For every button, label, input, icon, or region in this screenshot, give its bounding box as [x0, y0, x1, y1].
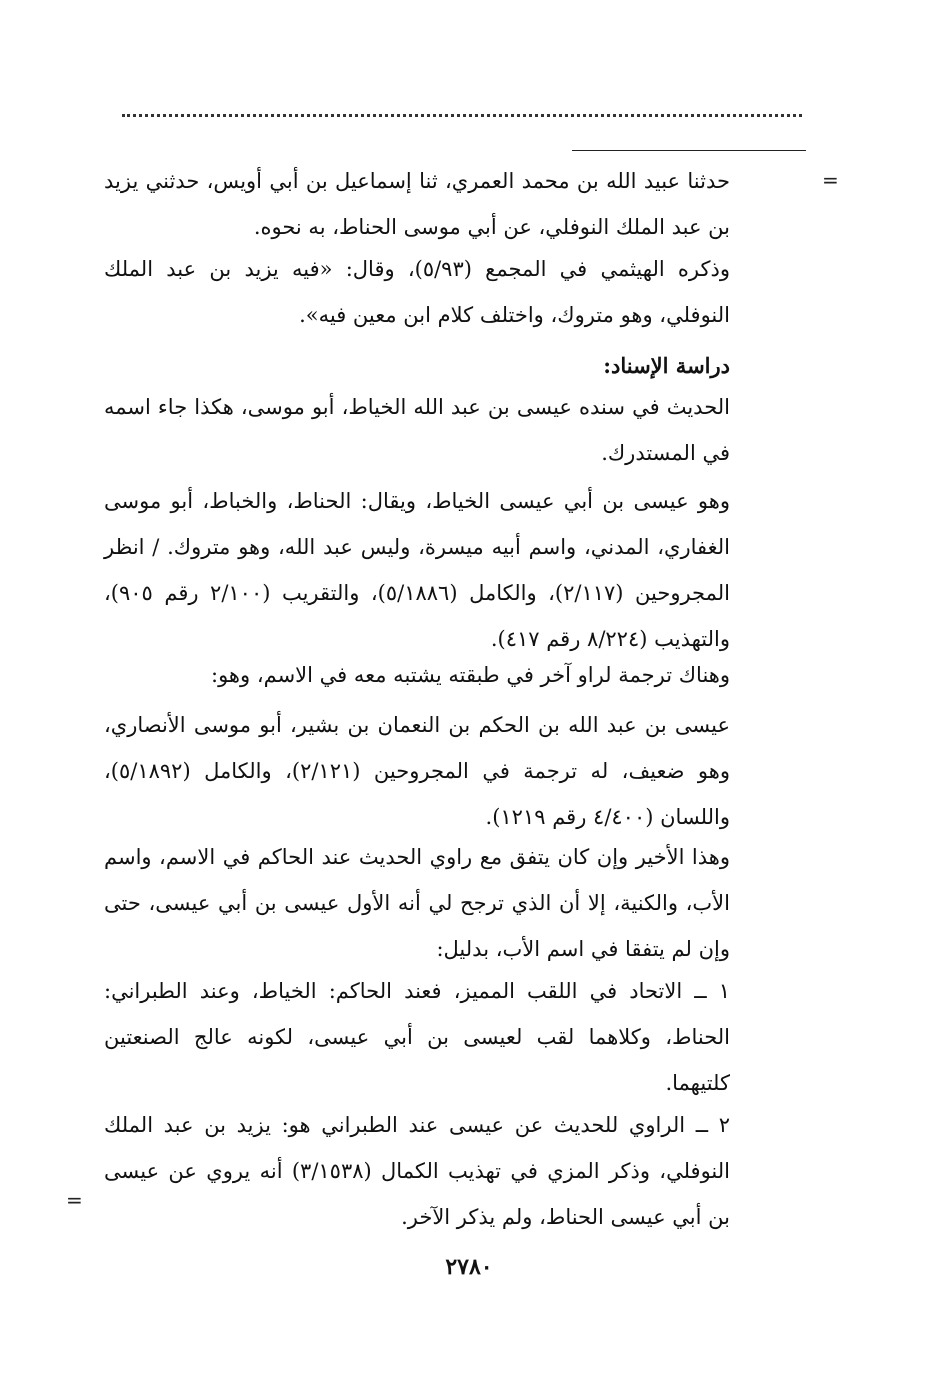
- section-list-item-2: ٢ ــ الراوي للحديث عن عيسى عند الطبراني هو: يزيد بن عبد الملك النوفلي، وذكر المزي في تهذيب الكمال (٣/١٥٣٨) أنه يروي عن عيسى بن أبي عيسى الحناط، ولم يذكر الآخر.: [104, 1113, 730, 1229]
- footnote-separator-line: [572, 150, 806, 151]
- section-paragraph-1: الحديث في سنده عيسى بن عبد الله الخياط، أبو موسى، هكذا جاء اسمه في المستدرك.: [104, 395, 730, 465]
- section-heading: دراسة الإسناد:: [603, 353, 730, 378]
- footnote-paragraph-1: حدثنا عبيد الله بن محمد العمري، ثنا إسماعيل بن أبي أويس، حدثني يزيد بن عبد الملك النوفلي، عن أبي موسى الحناط، به نحوه.: [104, 169, 730, 239]
- section-paragraph-2: وهو عيسى بن أبي عيسى الخياط، ويقال: الحناط، والخباط، أبو موسى الغفاري، المدني، واسم أبيه ميسرة، وليس عبد الله، وهو متروك. / انظر المجروحين (٢/١١٧)، والكامل (٥/١٨٨٦)، والتقريب (٢/١٠٠ رقم ٩٠٥)، والتهذيب (٨/٢٢٤ رقم ٤١٧).: [104, 489, 730, 651]
- section-paragraph-3: وهناك ترجمة لراو آخر في طبقته يشتبه معه في الاسم، وهو:: [211, 663, 730, 687]
- section-list-item-1: ١ ــ الاتحاد في اللقب المميز، فعند الحاكم: الخياط، وعند الطبراني: الحناط، وكلاهما لقب لعيسى بن أبي عيسى، لكونه عالج الصنعتين كلتيهما.: [104, 979, 730, 1095]
- footnote-paragraph-2: وذكره الهيثمي في المجمع (٥/٩٣)، وقال: «فيه يزيد بن عبد الملك النوفلي، وهو متروك، واختلف كلام ابن معين فيه».: [104, 257, 730, 327]
- continuation-mark-bottom: =: [66, 1188, 83, 1212]
- dotted-separator-line: [122, 114, 802, 117]
- section-paragraph-4: عيسى بن عبد الله بن الحكم بن النعمان بن بشير، أبو موسى الأنصاري، وهو ضعيف، له ترجمة في المجروحين (٢/١٢١)، والكامل (٥/١٨٩٢)، واللسان (٤/٤٠٠ رقم ١٢١٩).: [104, 713, 730, 829]
- page-number: ٢٧٨٠: [445, 1254, 493, 1280]
- continuation-mark-top: =: [822, 168, 839, 192]
- section-paragraph-5: وهذا الأخير وإن كان يتفق مع راوي الحديث عند الحاكم في الاسم، واسم الأب، والكنية، إلا أن الذي ترجح لي أنه الأول عيسى بن أبي عيسى، حتى وإن لم يتفقا في اسم الأب، بدليل:: [104, 845, 730, 961]
